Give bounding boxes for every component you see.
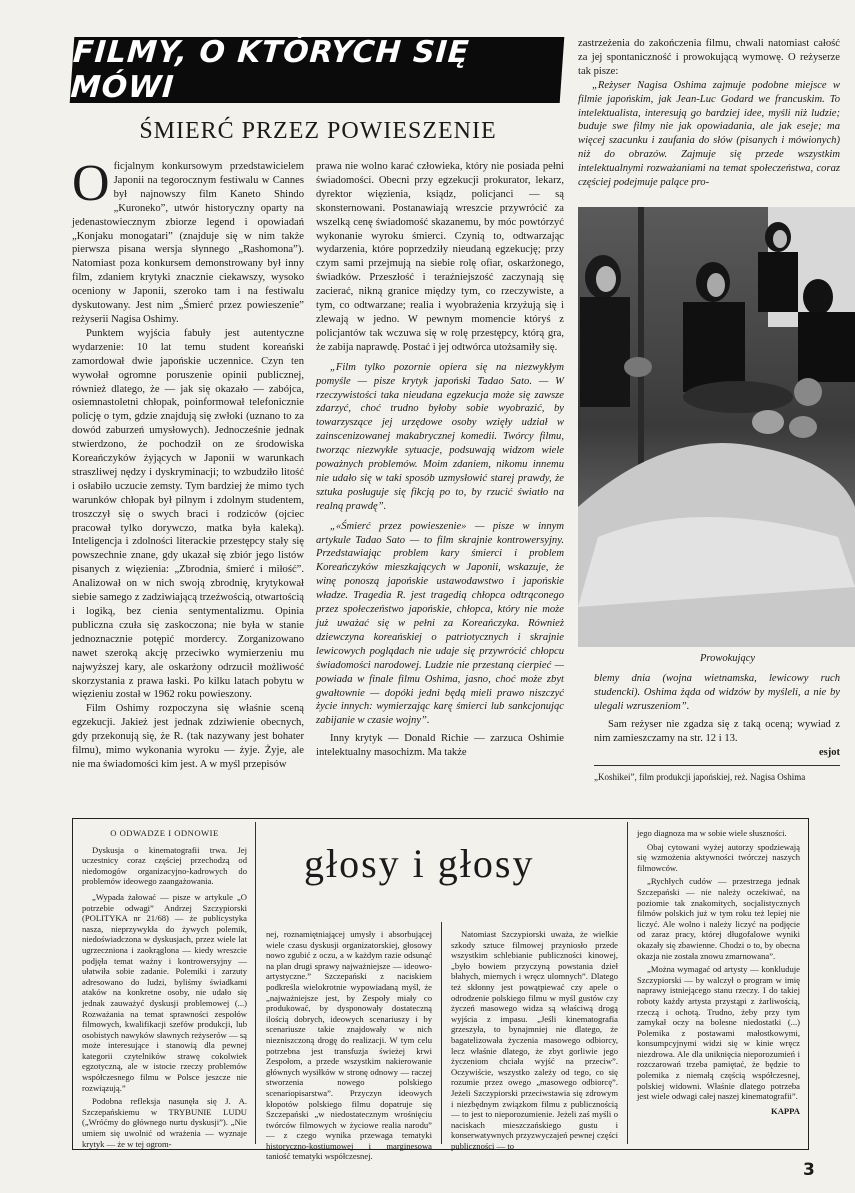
article-headline: ŚMIERĆ PRZEZ POWIESZENIE bbox=[139, 118, 497, 144]
column-rule-5 bbox=[627, 922, 628, 1144]
glosy-column-1 bbox=[82, 828, 247, 1149]
drop-cap: O bbox=[72, 155, 110, 212]
glosy-col4-paragraph-4: „Można wymagać od artysty — konkluduje Szczypiorski — by walczył o program w imię naprawy istniejącego stanu rzeczy. I do takiej roboty każdy artysta przystąpi z żarliwością, rzeczą i ochotą. Trudno, żeby przy tym zamykał oczy na bolesne niedostatki (...) Polemika z postawami małostkowymi, konsumpcyjnymi widzi się w kinie wręcz niezdrowa. Ale dla uniknięcia nieporozumień i rozczarowań trzeba pamiętać, że będzie to polemika z niemałą częścią współczesnej, polskiej widowni. Właśnie dlatego potrzeba jest wiele odwagi całej naszej kinematografii”. bbox=[637, 964, 800, 1102]
col3-paragraph-3: blemy dnia (wojna wietnamska, lewicowy ruch studencki). Oshima żąda od widzów by myśleli, a nie by ulegali wzruszeniom”. bbox=[594, 673, 840, 712]
author-signature: esjot bbox=[819, 746, 840, 758]
col3-paragraph-4: Sam reżyser nie zgadza się z taką oceną; wywiad z nim zamieszczamy na str. 12 i 13. bbox=[594, 718, 840, 744]
glosy-title: głosy i głosy bbox=[304, 841, 535, 886]
column-rule-4 bbox=[441, 922, 442, 1144]
glosy-subheading: O ODWADZE I ODNOWIE bbox=[110, 828, 219, 838]
glosy-col4-paragraph-1: jego diagnoza ma w sobie wiele słuszności. bbox=[637, 828, 787, 838]
article-column-3-bottom bbox=[594, 672, 840, 759]
col1-paragraph-1: ficjalnym konkursowym przedstawicielem Japonii na tegorocznym festiwalu w Cannes był najnowszy film Kaneto Shindo „Kuroneko”, utwór historyczny oparty na jedenastowiecznym zbiorze legend i opowiadań „Konjaku monogatari” (znajduje się w nim także pierwsza pisana wersja słynnego „Rashomona”). Natomiast poza konkursem demonstrowany był inny film, zdaniem krytyki znacznie ciekawszy, wysoko oceniony w Japonii, szeroko tam i na festiwalu dyskutowany. Jest nim „Śmierć przez powieszenie” reżyserii Nagisa Oshimy. bbox=[72, 161, 304, 325]
article-column-3-top bbox=[578, 37, 840, 190]
page-number: 3 bbox=[803, 1160, 815, 1180]
film-still-photo bbox=[578, 207, 855, 647]
col2-paragraph-4: Inny krytyk — Donald Richie — zarzuca Oshimie intelektualny masochizm. Ma także bbox=[316, 733, 564, 759]
column-rule-3 bbox=[255, 922, 256, 1144]
photo-caption: „Koshikei”, film produkcji japońskiej, reż. Nagisa Oshima bbox=[594, 772, 806, 782]
column-rule-2 bbox=[627, 822, 628, 922]
glosy-column-4 bbox=[637, 828, 800, 1116]
glosy-signature: KAPPA bbox=[771, 1105, 800, 1116]
col2-quote-1: „Film tylko pozornie opiera się na niezwykłym pomyśle — pisze krytyk japoński Tadao Sato. — W rzeczywistości taka nieudana egzekucja może się zawsze zdarzyć, choć trudno byłoby sobie wyobrazić, by towarzyszące jej urzędowe osoby wzięły udział w zainscenizowanej makabrycznej komedii. Twórcy filmu, tworząc niezwykłe sytuacje, podsuwają widzom wiele poważnych problemów. Moim zdaniem, nikomu innemu nie udało się w taki sposób uzmysłowić starej prawdy, że sztuka posługuje się fikcją po to, by rzucić światło na realną prawdę”. bbox=[316, 361, 564, 512]
glosy-column-3 bbox=[451, 929, 618, 1151]
col2-quote-2: „«Śmierć przez powieszenie» — pisze w innym artykule Tadao Sato — to film skrajnie kontrowersyjny. Przedstawiając problem kary śmierci i problem Koreańczyków mieszkających w Japonii, wskazuje, że winę ponoszą japońskie ustawodawstwo i japońskie władze. Tragedia R. jest tragedią chłopca odtrąconego przez społeczeństwo japońskie, chłopca, który nie może już uważać się w pełni za Koreańczyka. Również dziewczyna koreańskiej o patriotycznych i skrajnie lewicowych poglądach nie udaje się przywrócić chłopcu świadomości narodowej. Ludzie nie przestaną cierpieć — powiada w finale filmu Oshima, jasno, choć może zbyt gwałtownie — dopóki jedni będą mieli prawo niszczyć życie innych: wymierzając karę śmierci lub sankcjonując zabijanie w czasie wojny”. bbox=[316, 520, 564, 727]
caption-divider bbox=[594, 765, 840, 766]
glosy-col3-text: Natomiast Szczypiorski uważa, że wielkie szkody sztuce filmowej przyniosło przede wszystkim schlebianie publiczności kinowej, „było bowiem przyczyną powstania dzieł błahych, miernych i wręcz ulomnych”. Dlatego też skłonny jest powątpiewać czy apele o odrodzenie polskiego filmu w myśl gustów czy życzeń masowego widza są właściwą drogą wyjścia z impasu. „Jeśli kinematografia grzeszyła, to bynajmniej nie dlatego, że bagatelizowała życzenia masowego odbiorcy, lecz właśnie dlatego, że zbyt gorliwie jego życzeniom chciała wyjść na przeciw”. Oczywiście, wszystko zależy od tego, co się rozumie przez owego „masowego odbiorcę”. Jeżeli Szczypiorski przeciwstawia się zdrowym i niezbędnym związkom filmu z publicznością — to jest to nieporozumienie. Jeżeli zaś myśli o naciskach mieszczańskiego gustu i konserwatywnych przyzwyczajeń pewnej części publiczności — to bbox=[451, 929, 618, 1151]
col3-quote: „Reżyser Nagisa Oshima zajmuje podobne miejsce w filmie japońskim, jak Jean-Luc Godard we francuskim. To intelektualista, interesują go bardziej idee, myśli niż ludzie; buduje swe filmy nie jak opowiadania, ale jak eseje; ma więcej szacunku i zaufania do słów (pisanych i mówionych) niż do obrazów. Zajmuje się przede wszystkim intelektualnymi rozważaniami na temat społeczeństwa, coraz częściej podejmuje palące pro- bbox=[578, 79, 840, 189]
glosy-column-2 bbox=[266, 929, 432, 1162]
glosy-col4-paragraph-3: „Rychłych cudów — przestrzega jednak Szczepański — nie należy oczekiwać, na poziomie tak znakomitych, socjalistycznych filmów polskich już w tym roku też lepiej nie liczyć. Ale wolno i należy liczyć na podjęcie od zaraz pracy, której długofalowe wyniki okazały się zbawienne. Chodzi o to, by obecna okazja nie została znowu zmarnowana”. bbox=[637, 876, 800, 961]
glosy-col1-paragraph-2: „Wypada żałować — pisze w artykule „O potrzebie odwagi” Andrzej Szczypiorski (POLITYKA nr 21/68) — że publicystyka nasza, nieprzywykła do żywych polemik, niedoświadczona w dyskusjach, przez wiele lat ugrzecznionа i zaokrąglona — kiedy wreszcie podjęła temat ważny i kontrowersyjny — ułatwiła sobie zadanie. Polemiki i zarzuty adresowano do ludzi, byliśmy świadkami ataków na konkretne osoby, nie udało się jednak zauważyć dyskusji problemowej (...) Rozważania na temat sprawności zespołów filmowych, kwalifikacji szefów produkcji, lub osobistych nawyków sławnych reżyserów — są może interesujące i stanowią dla pewnej kategorii czytelników strawę cokolwiek egzotyczną, ale w istocie rzeczy problemów współczesnego filmu w Polsce jeszcze nie rozwiązują.” bbox=[82, 891, 247, 1093]
section-banner: FILMY, O KTÓRYCH SIĘ MÓWI bbox=[70, 37, 565, 103]
glosy-col2-text: nej, roznamiętniającej umysły i absorbującej wiele czasu dyskusji organizatorskiej, głosowy nowo zgubić z oczu, a w każdym razie odsunąć na plan drugi sprawy najważniejsze — ideowo-artystyczne.” Szczepański z naciskiem podkreśla wielokrotnie wypowiadaną myśl, że „najważniejsze jest, by Zespoły miały co produkować, by dysponowały dostateczną ilością dobrych, ideowych scenariuszy i by scenariusze takie znajdowały w nich niezniszczoną drogę do realizacji. W tym celu potrzebna jest transfuzja świeżej krwi Zespołom, a przede wszystkim nakierowanie głównych wysiłków w stronę odnowy — raczej stworzenia nowego polskiego scenariopisarstwa”. Przyczyn ideowych kłopotów polskiego filmu dopatruje się Szczepański „w niedostatecznym wrośnięciu twórców filmowych w życiowe realia narodu” — z czego wynika przewaga tematyki historyczno-kostiumowej i marginesowa taniość tematyki współczesnej. bbox=[266, 929, 432, 1162]
col1-paragraph-3: Film Oshimy rozpoczyna się właśnie sceną egzekucji. Jakież jest jednak zdziwienie obecnych, gdy przekonują się, że R. (tak nazywany jest bohater filmu), mimo wykonania wyroku — żyje. Żyje, ale nie ma świadomości kim jest. A w myśl przepisów bbox=[72, 703, 304, 770]
film-still-illustration bbox=[578, 207, 855, 647]
glosy-col1-paragraph-3: Podobna refleksja nasunęła się J. A. Szczepańskiemu w TRYBUNIE LUDU („Wróćmy do głównego nurtu dyskusji”). „Nie umiem się uwolnić od wrażenia — wyznaje krytyk — że w tej ogrom- bbox=[82, 1096, 247, 1149]
col1-paragraph-2: Punktem wyjścia fabuły jest autentyczne wydarzenie: 10 lat temu student koreański zamordował dwie japońskie uczennice. Czyn ten wywołał ogromne poruszenie opinii publicznej, również dlatego, że — jak się okazało — zabójca, osiemnastoletni chłopak, poinformował telefonicznie policję o tym, gdzie znajdują się zwłoki (uznano to za dowód zaburzeń umysłowych). Jednocześnie jednak stwierdzono, że pochodził on ze środowiska Koreańczyków żyjących w Japonii w warunkach straszliwej nędzy i dyskryminacji; to wzbudziło litość i osłabiło uczucie zemsty. Tym bardziej że mimo tych warunków chłopak był pilnym i zdolnym studentem, troszczył się o swych braci i rodziców (ojciec pracował tylko dorywczo, matka była kaleką). Inteligencja i zdolności literackie przestępcy stały się powszechnie znane, gdy ukazał się zbiór jego listów pisanych z więzienia: „Zbrodnia, śmierć i miłość”. Analizował on w nich swoją zbrodnię, krytykował siebie samego z zadziwiającą trzeźwością, otwartością i logiką, bez cienia sentymentalizmu. Opinia publiczna czuła się zaskoczona; nie była w stanie jednoznacznie potępić mordercy. Zorganizowano nawet szeroką akcję przeciwko wymierzeniu mu najwyższej kary, ale oskarżony odrzucił możliwość skorzystania z prawa łaski. Po kilku latach pobytu w więzieniu został w 1962 roku powieszony. bbox=[72, 327, 304, 701]
col3-paragraph-1: zastrzeżenia do zakończenia filmu, chwali natomiast całość za jej spontaniczność i prowokującą wymowę. O reżyserze tak pisze: bbox=[578, 38, 840, 77]
col2-paragraph-1: prawa nie wolno karać człowieka, który nie posiada pełni świadomości. Obecni przy egzekucji prokurator, lekarz, dyrektor więzienia, ksiądz, policjanci — są skonsternowani. Postanawiają wreszcie przywrócić za wszelką cenę świadomość skazanemu, by móc powtórzyć wykonanie wyroku śmierci. Czynią to, odtwarzając wydarzenia, które poprzedziły nieudaną egzekucję; przy czym sami przejmują na siebie rolę ofiar, oskarżonego, świadków. Przeszłość i teraźniejszość zaczynają się zacierać, nikną granice między tym, co rzeczywiste, a tym, co odtwarzane; realia i wyobrażenia krzyżują się i zlewają w jedno. W pewnym momencie któryś z policjantów tak wczuwa się w rolę przestępcy, którą gra, że zabija naprawdę. Postać i jej odtwórca utożsamiły się. bbox=[316, 161, 564, 353]
column-rule-1 bbox=[255, 822, 256, 922]
glosy-col1-paragraph-1: Dyskusja o kinematografii trwa. Jej uczestnicy coraz częściej przechodzą od niedomogów organizacyjno-kadrowych do problemów ideowego zaangażowania. bbox=[82, 844, 247, 887]
article-column-1 bbox=[72, 155, 304, 772]
glosy-col4-paragraph-2: Obaj cytowani wyżej autorzy spodziewają się wzmożenia aktywności twórczej naszych filmowców. bbox=[637, 841, 800, 873]
photo-caption-right: Prowokujący bbox=[700, 653, 756, 664]
article-column-2 bbox=[316, 160, 564, 760]
